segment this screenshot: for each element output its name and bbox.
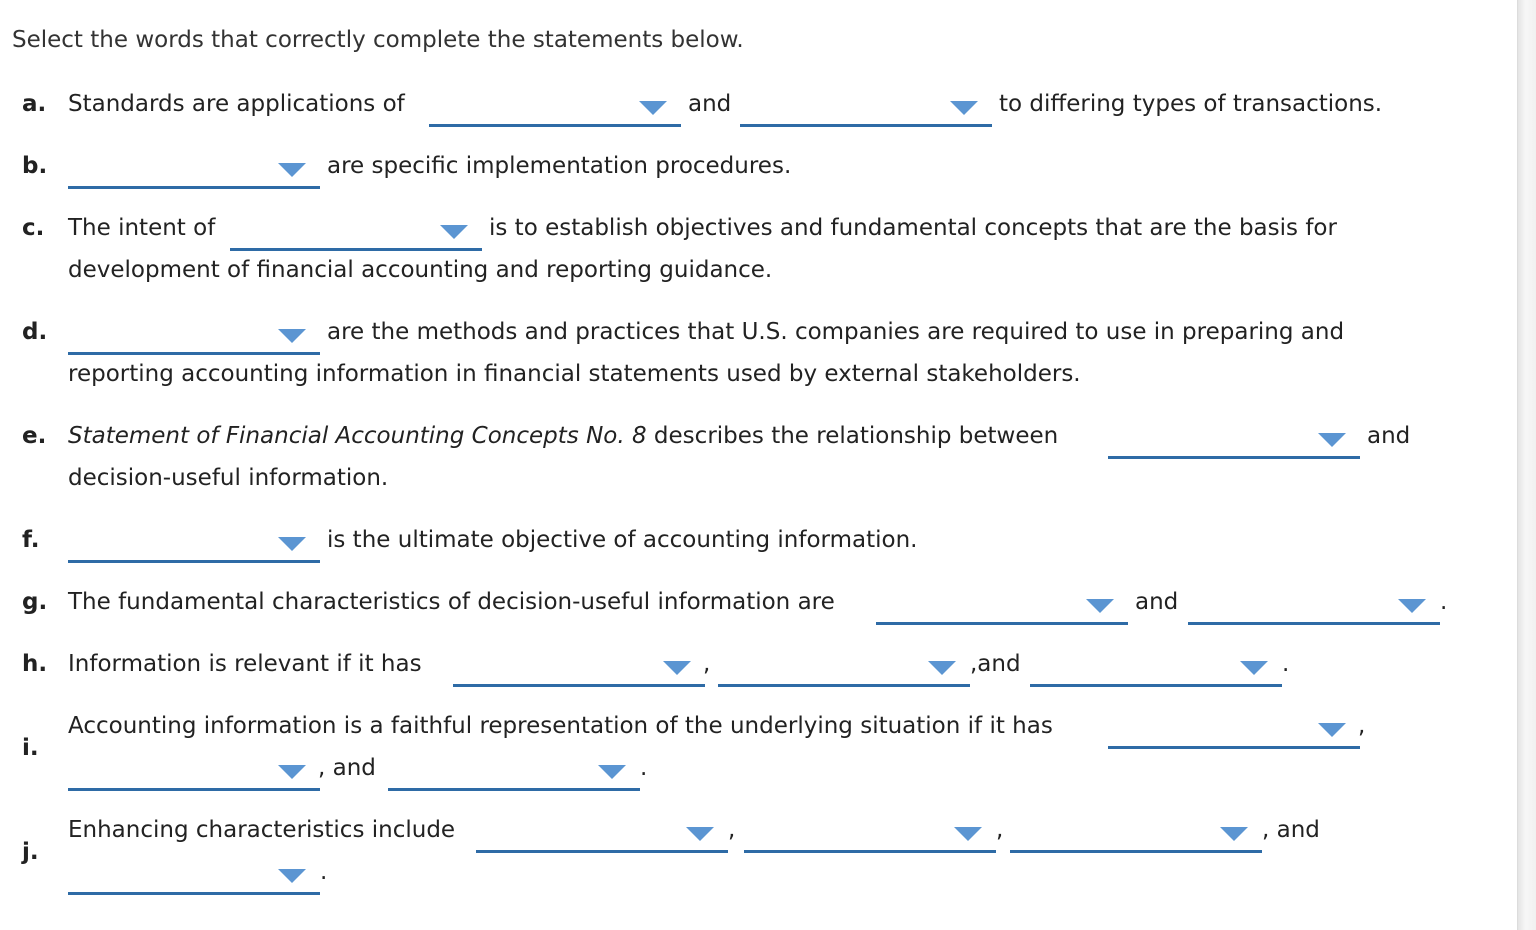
chevron-down-icon xyxy=(950,101,978,115)
chevron-down-icon xyxy=(278,537,306,551)
item-j-text-start: Enhancing characteristics include xyxy=(68,817,456,843)
item-e-text-rest: describes the relationship between xyxy=(646,423,1059,449)
item-letter-j: j. xyxy=(22,839,39,865)
item-a-text-mid: and xyxy=(688,91,732,117)
dropdown-a-1[interactable] xyxy=(429,89,681,127)
chevron-down-icon xyxy=(278,163,306,177)
chevron-down-icon xyxy=(663,661,691,675)
chevron-down-icon xyxy=(598,765,626,779)
dropdown-j-4[interactable] xyxy=(68,857,320,895)
item-c-text-line2: development of financial accounting and reporting guidance. xyxy=(68,257,773,283)
dropdown-g-2[interactable] xyxy=(1188,587,1440,625)
dropdown-i-1[interactable] xyxy=(1108,711,1360,749)
scrollbar-track[interactable] xyxy=(1517,0,1536,930)
item-e-text-end: and xyxy=(1367,423,1411,449)
item-d-text: are the methods and practices that U.S. companies are required to use in preparing and xyxy=(327,319,1345,345)
dropdown-f-1[interactable] xyxy=(68,525,320,563)
dropdown-h-1[interactable] xyxy=(453,649,705,687)
item-letter-a: a. xyxy=(22,91,47,117)
item-g-period: . xyxy=(1440,589,1448,615)
item-f-text: is the ultimate objective of accounting information. xyxy=(327,527,918,553)
item-g-text-mid: and xyxy=(1135,589,1179,615)
chevron-down-icon xyxy=(1318,433,1346,447)
item-h-sep-1: , xyxy=(703,651,711,677)
chevron-down-icon xyxy=(1318,723,1346,737)
item-e-text-line2: decision-useful information. xyxy=(68,465,389,491)
item-a-text-start: Standards are applications of xyxy=(68,91,405,117)
dropdown-h-2[interactable] xyxy=(718,649,970,687)
chevron-down-icon xyxy=(1240,661,1268,675)
item-j-period: . xyxy=(320,859,328,885)
concepts-statement-title: Statement of Financial Accounting Concepts No. 8 xyxy=(68,423,647,449)
item-letter-f: f. xyxy=(22,527,40,553)
item-d-text-line2: reporting accounting information in financial statements used by external stakeholders. xyxy=(68,361,1081,387)
chevron-down-icon xyxy=(278,765,306,779)
item-letter-b: b. xyxy=(22,153,48,179)
dropdown-j-2[interactable] xyxy=(744,815,996,853)
item-h-period: . xyxy=(1282,651,1290,677)
chevron-down-icon xyxy=(1086,599,1114,613)
dropdown-j-3[interactable] xyxy=(1010,815,1262,853)
chevron-down-icon xyxy=(1398,599,1426,613)
chevron-down-icon xyxy=(686,827,714,841)
item-letter-i: i. xyxy=(22,735,39,761)
dropdown-d-1[interactable] xyxy=(68,317,320,355)
item-i-text-start: Accounting information is a faithful representation of the underlying situation if it has xyxy=(68,713,1053,739)
item-letter-g: g. xyxy=(22,589,48,615)
item-a-text-end: to differing types of transactions. xyxy=(999,91,1383,117)
chevron-down-icon xyxy=(928,661,956,675)
item-i-sep-1: , xyxy=(1358,713,1366,739)
item-c-text-end: is to establish objectives and fundamental concepts that are the basis for xyxy=(489,215,1337,241)
item-letter-c: c. xyxy=(22,215,45,241)
item-h-sep-2: ,and xyxy=(970,651,1021,677)
item-g-text-start: The fundamental characteristics of decision-useful information are xyxy=(68,589,835,615)
dropdown-b-1[interactable] xyxy=(68,151,320,189)
item-j-sep-1: , xyxy=(728,817,736,843)
item-j-sep-3: , and xyxy=(1262,817,1320,843)
dropdown-c-1[interactable] xyxy=(230,213,482,251)
item-b-text: are specific implementation procedures. xyxy=(327,153,792,179)
chevron-down-icon xyxy=(954,827,982,841)
item-i-period: . xyxy=(640,755,648,781)
chevron-down-icon xyxy=(1220,827,1248,841)
item-e-text-start xyxy=(68,423,1058,449)
item-letter-d: d. xyxy=(22,319,48,345)
chevron-down-icon xyxy=(278,869,306,883)
dropdown-a-2[interactable] xyxy=(740,89,992,127)
item-j-sep-2: , xyxy=(996,817,1004,843)
item-i-sep-2: , and xyxy=(318,755,376,781)
instructions-text: Select the words that correctly complete the statements below. xyxy=(12,27,744,53)
dropdown-j-1[interactable] xyxy=(476,815,728,853)
item-letter-h: h. xyxy=(22,651,48,677)
item-c-text-start: The intent of xyxy=(68,215,216,241)
item-letter-e: e. xyxy=(22,423,47,449)
chevron-down-icon xyxy=(278,329,306,343)
item-h-text-start: Information is relevant if it has xyxy=(68,651,422,677)
dropdown-i-2[interactable] xyxy=(68,753,320,791)
chevron-down-icon xyxy=(440,225,468,239)
dropdown-i-3[interactable] xyxy=(388,753,640,791)
dropdown-h-3[interactable] xyxy=(1030,649,1282,687)
dropdown-g-1[interactable] xyxy=(876,587,1128,625)
dropdown-e-1[interactable] xyxy=(1108,421,1360,459)
chevron-down-icon xyxy=(639,101,667,115)
